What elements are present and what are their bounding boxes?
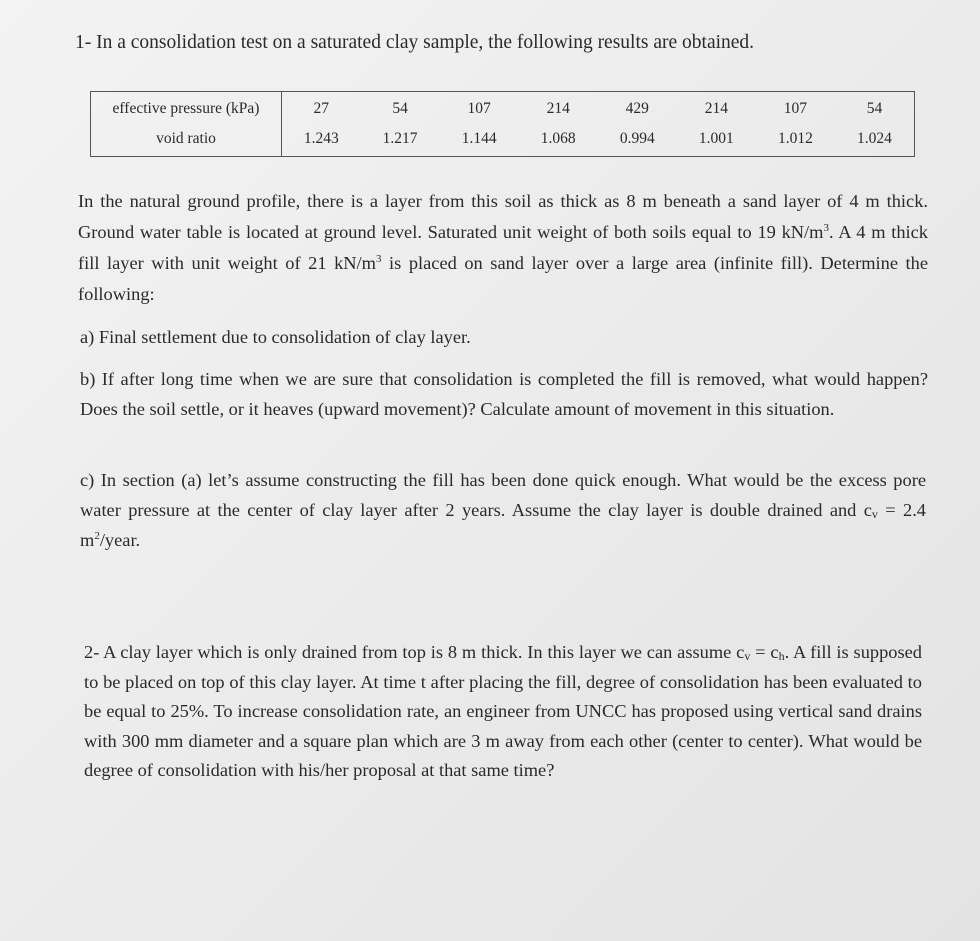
table-row-header: effective pressure (kPa) [91, 92, 282, 124]
table-cell: 107 [783, 100, 808, 117]
text-run: c) In section (a) let’s assume constructing the fill has been done quick enough. What would be the excess pore water pressure at the center of clay layer after 2 years. Assume the clay layer is double drained and c [80, 470, 926, 520]
table-cell: 214 [546, 100, 570, 117]
table-row-header: void ratio [91, 124, 282, 156]
text-run: 2- A clay layer which is only drained from top is 8 m thick. In this layer we can assume c [84, 642, 745, 662]
question-a: a) Final settlement due to consolidation of clay layer. [80, 327, 471, 347]
superscript: 3 [375, 253, 382, 265]
text-run: In the natural ground profile, there is a layer from this soil as thick as 8 m beneath a sand layer of 4 m thick. Ground water table is located at ground level. Saturated unit weight of both soils equal to 19 kN/m [78, 191, 928, 242]
table-cell: 1.012 [777, 130, 813, 147]
text-run: . A fill is supposed to be placed on top of this clay layer. At time t after placing the fill, degree of consolidation has been evaluated to be equal to 25%. To increase consolidation rate, an engineer from UNCC has proposed using vertical sand drains with 300 mm diameter and a square plan which are 3 m away from each other (center to center). What would be degree of consolidation with his/her proposal at that same time? [84, 642, 923, 780]
problem1-title: 1- In a consolidation test on a saturated clay sample, the following results are obtained. [75, 32, 755, 53]
superscript: 3 [823, 222, 829, 234]
table-cell: 54 [866, 100, 883, 117]
table-cell: 1.068 [540, 130, 576, 147]
text-run: = c [750, 642, 779, 662]
text-run: . A 4 m thick fill layer with unit weight of 21 kN/m [78, 222, 928, 273]
table-cell: 1.217 [382, 130, 418, 147]
table-cell: 214 [704, 100, 728, 117]
text-run: is placed on sand layer over a large area (infinite fill). Determine the following: [78, 253, 928, 304]
subscript: v [744, 649, 751, 663]
table-row-void-ratio [91, 124, 914, 156]
table-cell: 27 [313, 100, 330, 117]
question-b: b) If after long time when we are sure that consolidation is completed the fill is removed, what would happen? Does the soil settle, or it heaves (upward movement)? Calculate amount of movement in this situation. [80, 369, 928, 419]
table-cell: 1.243 [303, 130, 339, 147]
text-run: /year. [99, 530, 141, 550]
table-cell: 1.001 [698, 130, 734, 147]
table-cell: 107 [467, 100, 491, 117]
problem2-description [84, 638, 922, 786]
table-cell: 1.144 [461, 130, 497, 147]
consolidation-test-table [90, 91, 915, 157]
table-cell: 54 [392, 100, 408, 117]
table-cell: 429 [625, 100, 649, 117]
problem1-description [78, 186, 928, 310]
table-row-effective-pressure [91, 92, 914, 124]
question-c [80, 465, 926, 555]
subscript: v [871, 507, 878, 521]
table-cell: 1.024 [857, 130, 892, 147]
table-cell: 0.994 [619, 130, 655, 147]
text-run: = 2.4 m [80, 500, 926, 550]
superscript: 2 [94, 530, 100, 542]
subscript: h [778, 649, 785, 663]
